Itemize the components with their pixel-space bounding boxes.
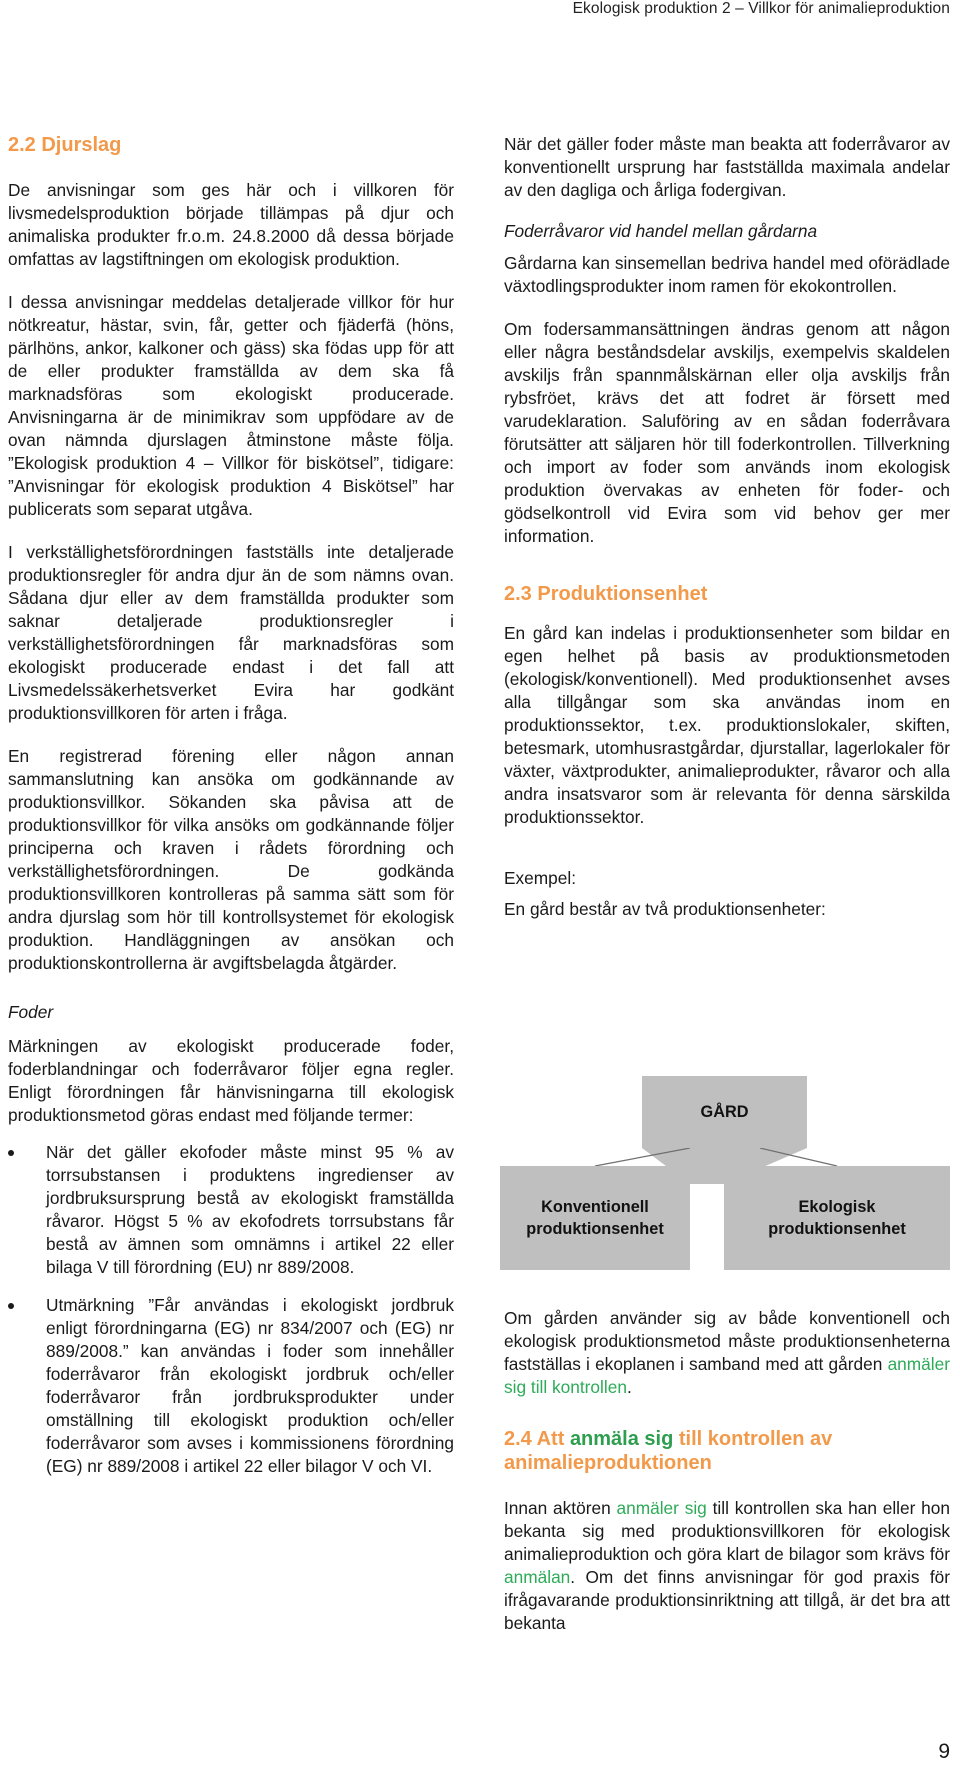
bullet-icon	[8, 1150, 14, 1156]
heading-link-anmala-sig[interactable]: anmäla sig	[569, 1428, 674, 1450]
heading-part: 2.4 Att	[504, 1428, 570, 1450]
diagram-box-label: Konventionell produktionsenhet	[526, 1198, 664, 1238]
subheading-foder: Foder	[8, 1002, 54, 1022]
section-heading-2-2: 2.2 Djurslag	[8, 134, 122, 156]
paragraph	[504, 1307, 950, 1399]
heading-part: till kontrollen av animalieproduktionen	[504, 1428, 833, 1474]
example-label: Exempel:	[504, 868, 577, 888]
text-span: .	[626, 1377, 632, 1397]
paragraph: I dessa anvisningar meddelas detaljerade villkor för hur nötkreatur, hästar, svin, får, getter och fjäderfä (höns, pärlhöns, ankor, kalkoner och gäss) ska födas upp för att de eller produkter framställda av dem ska få marknadsföras som ekologiskt producerade. Anvisningarna är de minimikrav som uppfödare av de ovan nämnda djurslagen åtminstone måste följa. ”Ekologisk produktion 4 – Villkor för biskötsel”, tidigare: ”Anvisningar för ekologisk produktion 4 Biskötsel” har publicerats som separat utgåva.	[8, 292, 454, 519]
text-span: Innan aktören	[504, 1498, 617, 1518]
link-anmaler-sig[interactable]: anmäler sig	[616, 1498, 707, 1518]
diagram-box-label: Ekologisk produktionsenhet	[768, 1198, 906, 1238]
list-item-text: Utmärkning ”Får användas i ekologiskt jordbruk enligt förordningarna (EG) nr 834/2007 och (EG) nr 889/2008.” kan användas i foder som innehåller foderråvaror från ekologiskt jordbruk och/eller foderråvaror från jordbruksprodukter under omställning till ekologiskt produktion och/eller foderråvaror som avses i kommissionens förordning (EG) nr 889/2008 i artikel 22 eller bilagor V och VI.	[46, 1295, 454, 1476]
text-span: Om gården använder sig av både konventionell och ekologisk produktionsmetod måste produktionsenheterna fastställas i ekoplanen i samband med att gården	[504, 1308, 950, 1374]
right-column-lower	[504, 1307, 950, 1655]
diagram-box-ekologisk	[724, 1166, 950, 1270]
subheading-foderravaror-handel: Foderråvaror vid handel mellan gårdarna	[504, 221, 818, 241]
list-item	[8, 1294, 454, 1478]
example-text: En gård består av två produktionsenheter:	[504, 899, 826, 919]
paragraph	[504, 1497, 950, 1635]
page-number: 9	[938, 1740, 950, 1763]
diagram-box-gard	[642, 1076, 807, 1148]
list-item-text: När det gäller ekofoder måste minst 95 % av torrsubstansen i produktens ingredienser av jordbruksursprung bestå av ekologiskt framställda råvaror. Högst 5 % av ekofodrets torrsubstans får bestå av ämnen som omnämns i artikel 22 eller bilaga V till förordning (EU) nr 889/2008.	[46, 1142, 454, 1277]
production-unit-diagram	[500, 1076, 950, 1270]
paragraph: I verkställighetsförordningen fastställs inte detaljerade produktionsregler för andra djur än de som nämns ovan. Sådana djur eller av dem framställda produkter som saknar detaljerade produktionsregler i verkställighetsförordningen får marknadsföras som ekologiskt producerade endast i det fall att Livsmedelssäkerhetsverket Evira har godkänt produktionsvillkoren för arten i fråga.	[8, 542, 454, 723]
bullet-list	[8, 1141, 454, 1478]
paragraph: När det gäller foder måste man beakta att foderråvaror av konventionellt ursprung har fastställda maximala andelar av den dagliga och årliga fodergivan.	[504, 134, 950, 200]
section-heading-2-4	[504, 1427, 950, 1475]
right-column	[504, 133, 950, 921]
paragraph: De anvisningar som ges här och i villkoren för livsmedelsproduktion började tillämpas på djur och animaliska produkter fr.o.m. 24.8.2000 då dessa började omfattas av lagstiftningen om ekologisk produktion.	[8, 180, 454, 269]
diagram-box-label: GÅRD	[700, 1103, 749, 1121]
section-heading-2-3: 2.3 Produktionsenhet	[504, 583, 708, 605]
text-span: . Om det finns anvisningar för god praxis för ifrågavarande produktionsinriktning att tillgå, är det bra att bekanta	[504, 1567, 950, 1633]
bullet-icon	[8, 1303, 14, 1309]
paragraph: Om fodersammansättningen ändras genom att någon eller några beståndsdelar avskiljs, exempelvis skaldelen avskiljs från spannmålskärnan eller olja avskiljs från rybsfröet, krävs det att fodret är försett med varudeklaration. Saluföring av en sådan foderråvara förutsätter att säljaren hör till foderkontrollen. Tillverkning och import av foder som används inom ekologisk produktion övervakas av enheten för foder- och gödselkontroll vid Evira som vid behov ger mer information.	[504, 319, 950, 546]
paragraph: En gård kan indelas i produktionsenheter som bildar en egen helhet på basis av produktionsmetoden (ekologisk/konventionell). Med produktionsenhet avses alla tillgångar som ska användas inom en produktionssektor, t.ex. produktionslokaler, skiften, betesmark, utomhusrastgårdar, djurstallar, lagerlokaler för växter, växtprodukter, animalieprodukter, råvaror och alla andra insatsvaror som är relevanta för denna särskilda produktionssektor.	[504, 623, 950, 827]
text-span: till kontrollen ska han eller hon bekanta sig med produktionsvillkoren för ekologisk animalieproduktion och göra klart de bilagor som krävs för	[504, 1498, 950, 1564]
paragraph: Märkningen av ekologiskt producerade foder, foderblandningar och foderråvaror följer egna regler. Enligt förordningen får hänvisningarna till ekologisk produktionsmetod göras endast med följande termer:	[8, 1036, 454, 1125]
link-anmaler-sig-till-kontrollen[interactable]: anmäler sig till kontrollen	[504, 1354, 950, 1397]
link-anmalan[interactable]: anmälan	[504, 1567, 571, 1587]
list-item	[8, 1141, 454, 1279]
diagram-box-konventionell	[500, 1166, 690, 1270]
left-column	[8, 133, 454, 1493]
paragraph: En registrerad förening eller någon annan sammanslutning kan ansöka om godkännande av produktionsvillkor. Sökanden ska påvisa att de produktionsvillkor för vilka ansöks om godkännande följer principerna och kraven i rådets förordning och verkställighetsförordningen. De godkända produktionsvillkoren kontrolleras på samma sätt som för andra djurslag som hör till kontrollsystemet för ekologisk produktion. Handläggningen av ansökan och produktionskontrollerna är avgiftsbelagda åtgärder.	[8, 746, 454, 973]
running-header: Ekologisk produktion 2 – Villkor för animalieproduktion	[572, 0, 950, 17]
paragraph: Gårdarna kan sinsemellan bedriva handel med oförädlade växtodlingsprodukter inom ramen för ekokontrollen.	[504, 253, 950, 296]
